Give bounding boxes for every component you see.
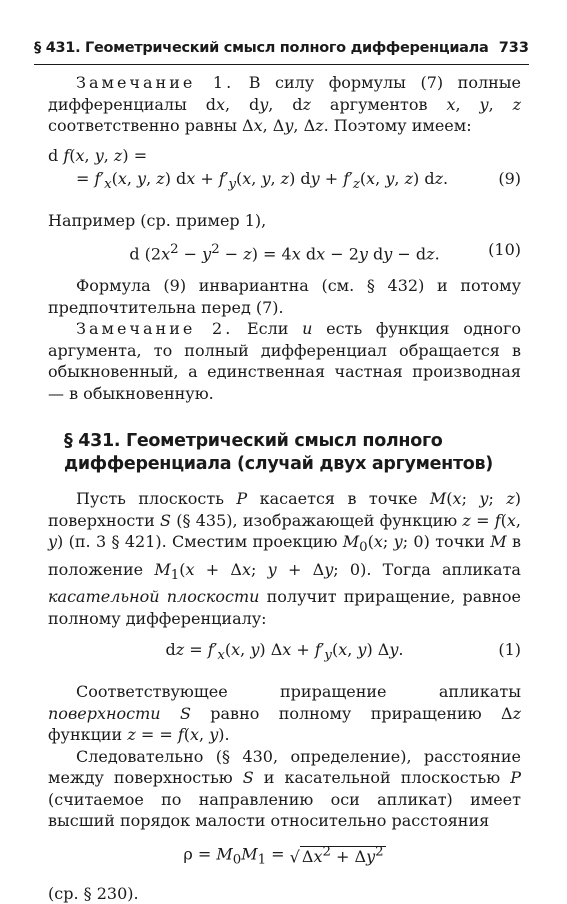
- equation-1: dz = $f'_x(x$, y) $\Delta x + f'_y(x$, y) Δy. (1): [165, 640, 521, 664]
- page-body: [48, 72, 521, 904]
- equation-rho: $\rho = M_0M_1$ = √ $\Delta x^2 + \Delta y^2$: [48, 842, 521, 871]
- section-heading: § 431. Геометрический смысл полного дифференциала (случай двух аргументов): [64, 431, 493, 475]
- page-number: 733: [498, 40, 529, 56]
- remark-1: Замечание 1. В силу формулы (7) полные дифференциалы dx, dy, dz аргументов x, y, z соответственно равны Δx, Δy, Δz. Поэтому имеем:: [48, 73, 522, 135]
- equation-10-number: (10): [488, 240, 521, 260]
- running-header: [34, 40, 529, 65]
- equation-9-number: (9): [498, 169, 521, 188]
- final-line: (ср. § 230).: [48, 883, 139, 903]
- equation-1-number: (1): [498, 640, 521, 660]
- paragraph-1: Пусть плоскость P касается в точке M(x; y; z) поверхности S (§ 435), изображающей функцию z = f(x, y) (п. 3 § 421). Сместим проекцию $M_0(x$; y; 0) точки M в положение $M_1(x + \Delta x$; y + Δy; 0). Тогда апликата касательной плоскости получит приращение, равное полному дифференциалу:: [48, 489, 522, 628]
- square-root: √ $\Delta x^2 + \Delta y^2$: [289, 844, 384, 866]
- equation-9-line-2: = $f'_x(x$, y, z) dx + $f'_y(x$, y, z) dy + $f'_z(x$, y, z) dz. (9): [76, 169, 521, 193]
- example-line: Например (ср. пример 1),: [48, 210, 267, 230]
- paragraph-2: Соответствующее приращение апликаты поверхности S равно полному приращению Δz функции z = = f(x, y).: [48, 682, 521, 745]
- equation-9-line-1: d f(x, y, z) =: [48, 145, 148, 165]
- remark-2-label: Замечание 2.: [76, 319, 234, 339]
- paragraph-3: Следовательно (§ 430, определение), расстояние между поверхностью S и касательной плоскостью P (считаемое по направлению оси апликат) имеет высший порядок малости относительно расстояния: [48, 746, 522, 831]
- remark-1-label: Замечание 1.: [76, 73, 235, 92]
- header-title: § 431. Геометрический смысл полного дифференциала: [34, 40, 489, 56]
- equation-10: d $(2x^2 - y^2 - z) = 4x$ dx − 2y dy − dz. (10): [129, 240, 521, 264]
- remark-2: Замечание 2. Если u есть функция одного аргумента, то полный дифференциал обращается в обыкновенный, а единственная частная производная — в обыкновенную.: [48, 319, 521, 403]
- equation-9: [48, 145, 521, 196]
- formula-note: Формула (9) инвариантна (см. § 432) и потому предпочтительна перед (7).: [48, 276, 521, 317]
